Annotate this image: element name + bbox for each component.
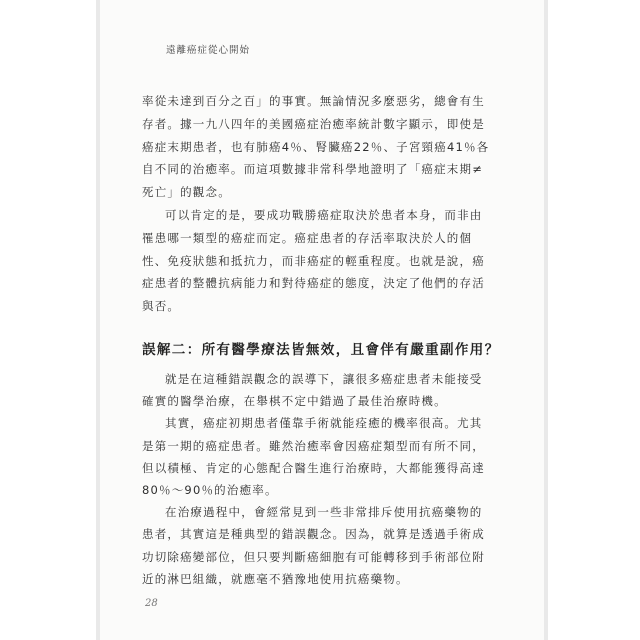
text-line: 但以積極、肯定的心態配合醫生進行治療時，大都能獲得高達 bbox=[142, 460, 485, 475]
section-heading: 誤解二：所有醫學療法皆無效，且會伴有嚴重副作用？ bbox=[142, 342, 500, 358]
text-line: 自不同的治癒率。而這項數據非常科學地證明了「癌症末期≠ bbox=[142, 162, 484, 177]
text-line: 罹患哪一類型的癌症而定。癌症患者的存活率取決於人的個 bbox=[142, 230, 473, 245]
text-line: 率從未達到百分之百」的事實。無論情況多麼惡劣，總會有生 bbox=[142, 94, 485, 108]
text-line: 功切除癌變部位，但只要判斷癌細胞有可能轉移到手術部位附 bbox=[142, 549, 485, 564]
text-line: 存者。據一九八四年的美國癌症治癒率統計數字顯示，即使是 bbox=[142, 116, 485, 131]
text-line: 性、免疫狀態和抵抗力，而非癌症的輕重程度。也就是說，癌 bbox=[142, 253, 485, 268]
running-header: 遠離癌症從心開始 bbox=[166, 45, 251, 56]
paragraph-start-line: 可以肯定的是，要成功戰勝癌症取決於患者本身，而非由 bbox=[165, 207, 483, 222]
page-number: 28 bbox=[145, 598, 158, 609]
text-line: 死亡」的觀念。 bbox=[142, 185, 231, 200]
body-text-block-2 bbox=[142, 368, 492, 590]
body-text-block-1 bbox=[142, 90, 492, 318]
text-line: 是第一期的癌症患者。雖然治癒率會因癌症類型而有所不同， bbox=[142, 438, 485, 453]
text-line: 80％～90％的治癒率。 bbox=[142, 483, 278, 498]
text-line: 與否。 bbox=[142, 299, 181, 314]
text-line: 患者，其實這是種典型的錯誤觀念。因為，就算是透過手術成 bbox=[142, 527, 485, 542]
text-line: 近的淋巴組織，就應毫不猶豫地使用抗癌藥物。 bbox=[142, 571, 409, 586]
paragraph-start-line: 在治療過程中，會經常見到一些非常排斥使用抗癌藥物的 bbox=[165, 505, 483, 520]
paragraph-start-line: 其實，癌症初期患者僅靠手術就能痊癒的機率很高。尤其 bbox=[165, 416, 483, 431]
text-line: 確實的醫學治療，在舉棋不定中錯過了最佳治療時機。 bbox=[142, 394, 447, 409]
text-line: 癌症末期患者，也有肺癌4％、腎臟癌22％、子宮頸癌41％各 bbox=[142, 139, 490, 154]
text-line: 症患者的整體抗病能力和對待癌症的態度，決定了他們的存活 bbox=[142, 276, 485, 291]
paragraph-start-line: 就是在這種錯誤觀念的誤導下，讓很多癌症患者未能接受 bbox=[165, 372, 483, 386]
